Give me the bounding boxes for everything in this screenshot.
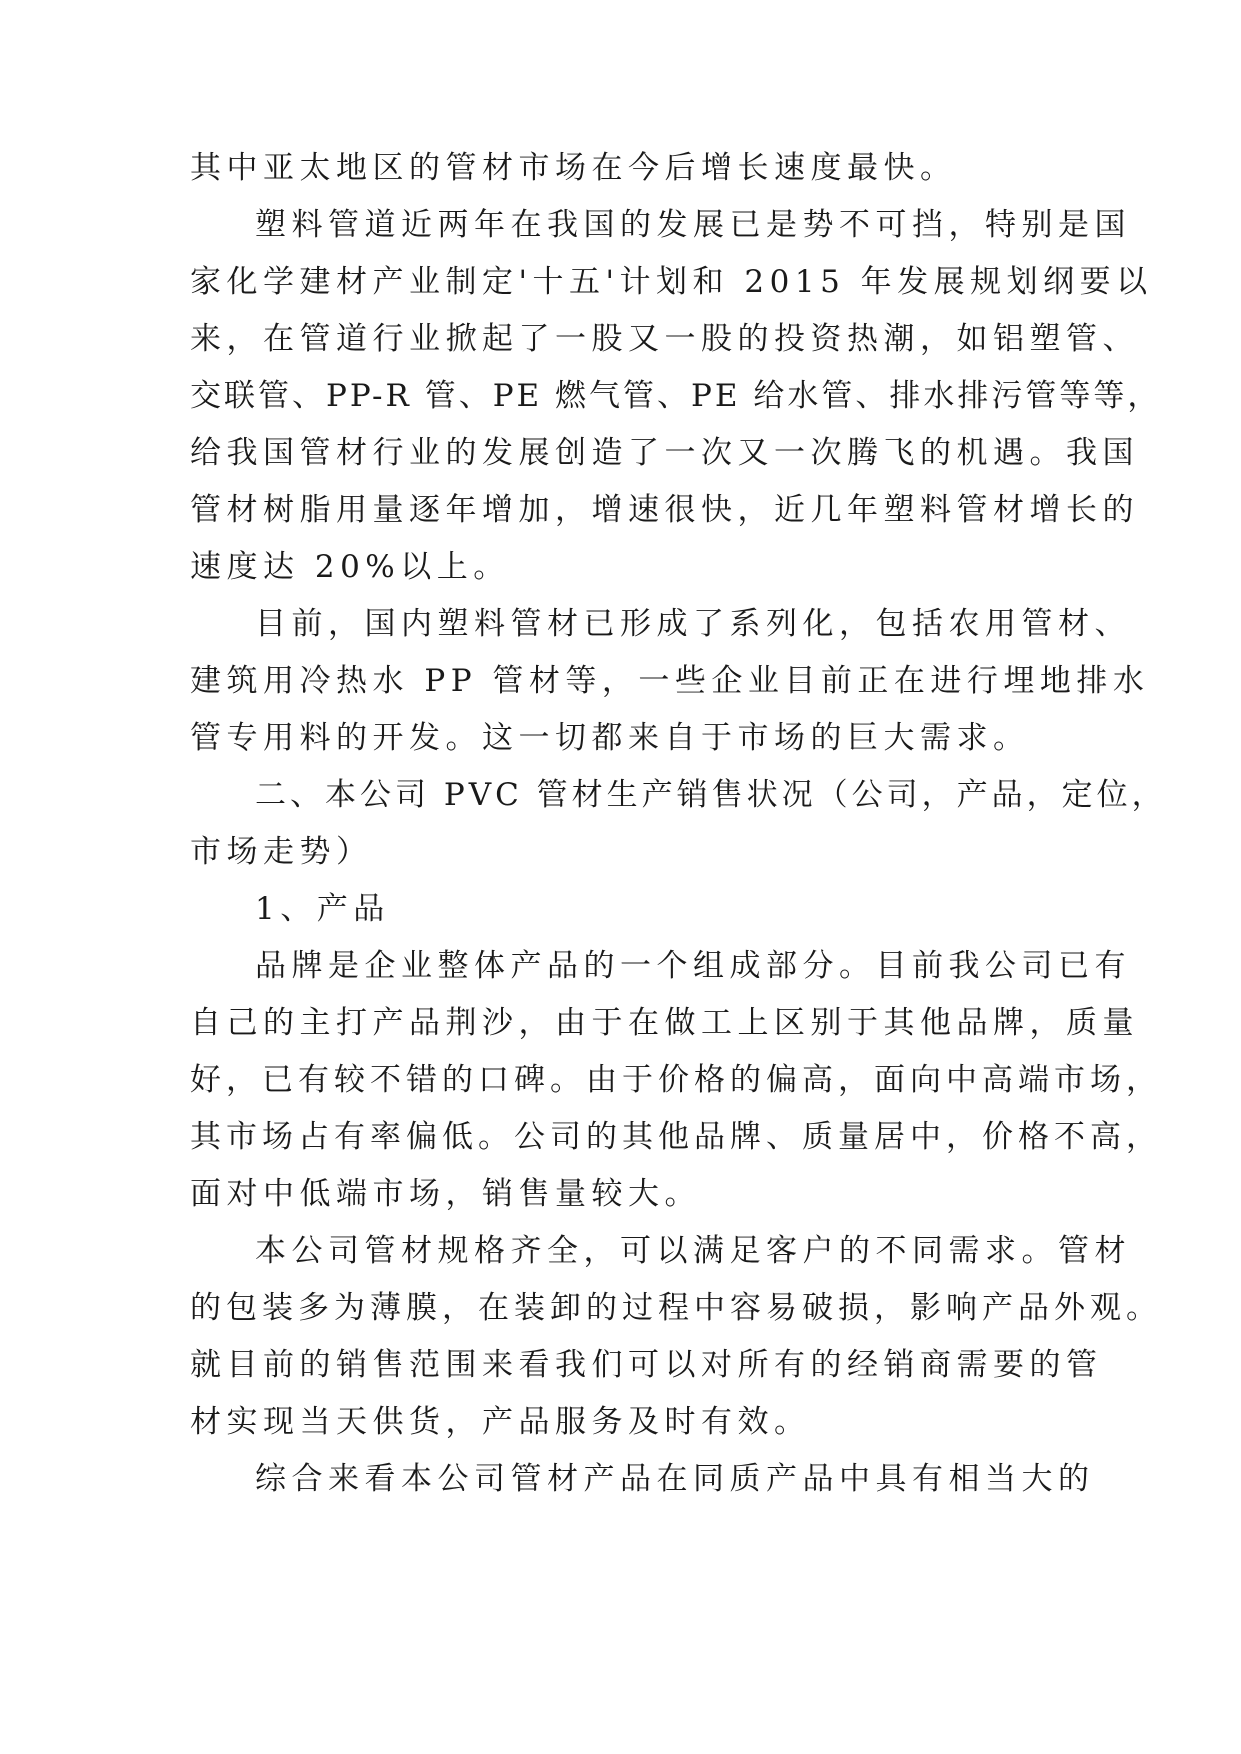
text-line: 材实现当天供货，产品服务及时有效。 — [190, 1404, 811, 1440]
section-heading-line: 二、本公司 PVC 管材生产销售状况（公司，产品，定位， — [255, 777, 1167, 813]
text-line: 其中亚太地区的管材市场在今后增长速度最快。 — [190, 150, 957, 186]
text-line: 来，在管道行业掀起了一股又一股的投资热潮，如铝塑管、 — [190, 321, 1139, 357]
paragraph-start-line: 综合来看本公司管材产品在同质产品中具有相当大的 — [255, 1461, 1095, 1497]
text-line: 的包装多为薄膜，在装卸的过程中容易破损，影响产品外观。 — [190, 1290, 1162, 1326]
text-line: 管材树脂用量逐年增加，增速很快，近几年塑料管材增长的 — [190, 492, 1139, 528]
paragraph-start-line: 目前，国内塑料管材已形成了系列化，包括农用管材、 — [255, 606, 1131, 642]
text-line: 面对中低端市场，销售量较大。 — [190, 1176, 701, 1212]
text-line: 就目前的销售范围来看我们可以对所有的经销商需要的管 — [190, 1347, 1103, 1383]
text-line: 管专用料的开发。这一切都来自于市场的巨大需求。 — [190, 720, 1030, 756]
text-line: 给我国管材行业的发展创造了一次又一次腾飞的机遇。我国 — [190, 435, 1139, 471]
text-line: 其市场占有率偏低。公司的其他品牌、质量居中，价格不高， — [190, 1119, 1162, 1155]
subsection-heading: 1、产品 — [255, 891, 390, 927]
paragraph-start-line: 本公司管材规格齐全，可以满足客户的不同需求。管材 — [255, 1233, 1131, 1269]
text-line: 交联管、PP-R 管、PE 燃气管、PE 给水管、排水排污管等等， — [190, 378, 1162, 414]
text-line: 速度达 20%以上。 — [190, 549, 510, 585]
text-line: 建筑用冷热水 PP 管材等，一些企业目前正在进行埋地排水 — [190, 663, 1150, 699]
paragraph-start-line: 品牌是企业整体产品的一个组成部分。目前我公司已有 — [255, 948, 1131, 984]
paragraph-start-line: 塑料管道近两年在我国的发展已是势不可挡，特别是国 — [255, 207, 1131, 243]
text-line: 自己的主打产品荆沙，由于在做工上区别于其他品牌，质量 — [190, 1005, 1139, 1041]
text-line: 家化学建材产业制定'十五'计划和 2015 年发展规划纲要以 — [190, 264, 1153, 300]
section-heading-line: 市场走势） — [190, 834, 373, 870]
text-line: 好，已有较不错的口碑。由于价格的偏高，面向中高端市场， — [190, 1062, 1162, 1098]
